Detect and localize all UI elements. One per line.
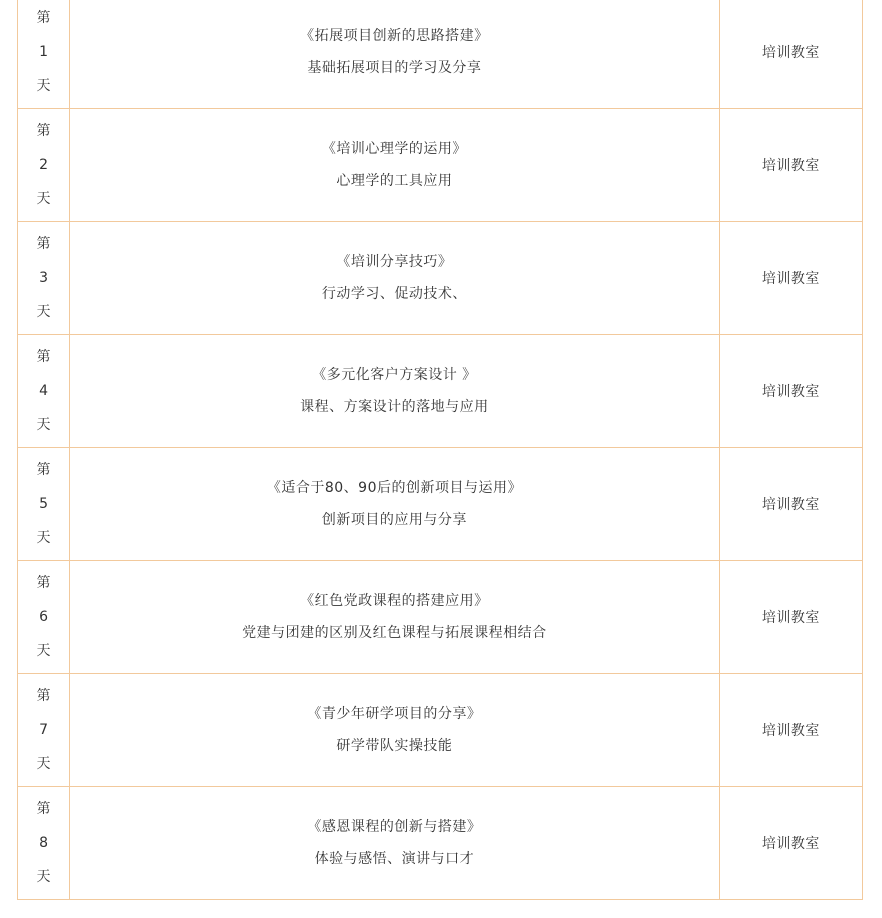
day-cell — [18, 787, 70, 900]
venue-cell: 培训教室 — [719, 0, 862, 109]
day-cell — [18, 335, 70, 448]
course-cell — [70, 222, 720, 335]
course-description: 党建与团建的区别及红色课程与拓展课程相结合 — [242, 625, 547, 641]
day-suffix: 天 — [36, 304, 51, 320]
course-description: 研学带队实操技能 — [336, 738, 453, 754]
table-row — [18, 222, 863, 335]
day-suffix: 天 — [36, 869, 51, 885]
day-number: 5 — [39, 496, 48, 512]
venue-cell: 培训教室 — [719, 787, 862, 900]
course-title: 《红色党政课程的搭建应用》 — [300, 593, 489, 609]
course-title: 《适合于80、90后的创新项目与运用》 — [266, 480, 522, 496]
table-row — [18, 787, 863, 900]
day-cell — [18, 561, 70, 674]
venue-cell: 培训教室 — [719, 674, 862, 787]
day-prefix: 第 — [36, 236, 51, 252]
day-number: 4 — [39, 383, 48, 399]
course-description: 行动学习、促动技术、 — [321, 286, 467, 302]
course-title: 《多元化客户方案设计 》 — [312, 367, 477, 383]
course-description: 体验与感悟、演讲与口才 — [314, 851, 475, 867]
day-cell — [18, 674, 70, 787]
day-suffix: 天 — [36, 191, 51, 207]
course-cell — [70, 561, 720, 674]
table-row — [18, 335, 863, 448]
table-row — [18, 109, 863, 222]
course-cell — [70, 109, 720, 222]
day-prefix: 第 — [36, 349, 51, 365]
day-suffix: 天 — [36, 756, 51, 772]
day-prefix: 第 — [36, 688, 51, 704]
day-cell — [18, 0, 70, 109]
course-description: 基础拓展项目的学习及分享 — [307, 60, 482, 76]
day-number: 2 — [39, 157, 48, 173]
day-number: 7 — [39, 722, 48, 738]
day-suffix: 天 — [36, 643, 51, 659]
table-row — [18, 561, 863, 674]
day-prefix: 第 — [36, 462, 51, 478]
table-row — [18, 674, 863, 787]
course-cell — [70, 335, 720, 448]
day-number: 6 — [39, 609, 48, 625]
course-cell — [70, 674, 720, 787]
day-suffix: 天 — [36, 417, 51, 433]
day-cell — [18, 448, 70, 561]
venue-cell: 培训教室 — [719, 109, 862, 222]
day-suffix: 天 — [36, 78, 51, 94]
day-cell — [18, 222, 70, 335]
course-cell — [70, 448, 720, 561]
course-title: 《青少年研学项目的分享》 — [307, 706, 482, 722]
venue-cell: 培训教室 — [719, 561, 862, 674]
venue-cell: 培训教室 — [719, 448, 862, 561]
day-prefix: 第 — [36, 575, 51, 591]
day-prefix: 第 — [36, 10, 51, 26]
day-number: 1 — [39, 44, 48, 60]
course-cell — [70, 0, 720, 109]
schedule-table — [17, 0, 863, 900]
day-suffix: 天 — [36, 530, 51, 546]
day-prefix: 第 — [36, 123, 51, 139]
course-title: 《培训分享技巧》 — [336, 254, 453, 270]
course-description: 创新项目的应用与分享 — [321, 512, 467, 528]
course-cell — [70, 787, 720, 900]
course-title: 《感恩课程的创新与搭建》 — [307, 819, 482, 835]
course-title: 《培训心理学的运用》 — [321, 141, 467, 157]
course-title: 《拓展项目创新的思路搭建》 — [300, 28, 489, 44]
day-cell — [18, 109, 70, 222]
day-number: 8 — [39, 835, 48, 851]
day-prefix: 第 — [36, 801, 51, 817]
venue-cell: 培训教室 — [719, 335, 862, 448]
course-description: 心理学的工具应用 — [336, 173, 453, 189]
schedule-body — [18, 0, 863, 900]
table-row — [18, 0, 863, 109]
table-row — [18, 448, 863, 561]
venue-cell: 培训教室 — [719, 222, 862, 335]
day-number: 3 — [39, 270, 48, 286]
course-description: 课程、方案设计的落地与应用 — [300, 399, 489, 415]
